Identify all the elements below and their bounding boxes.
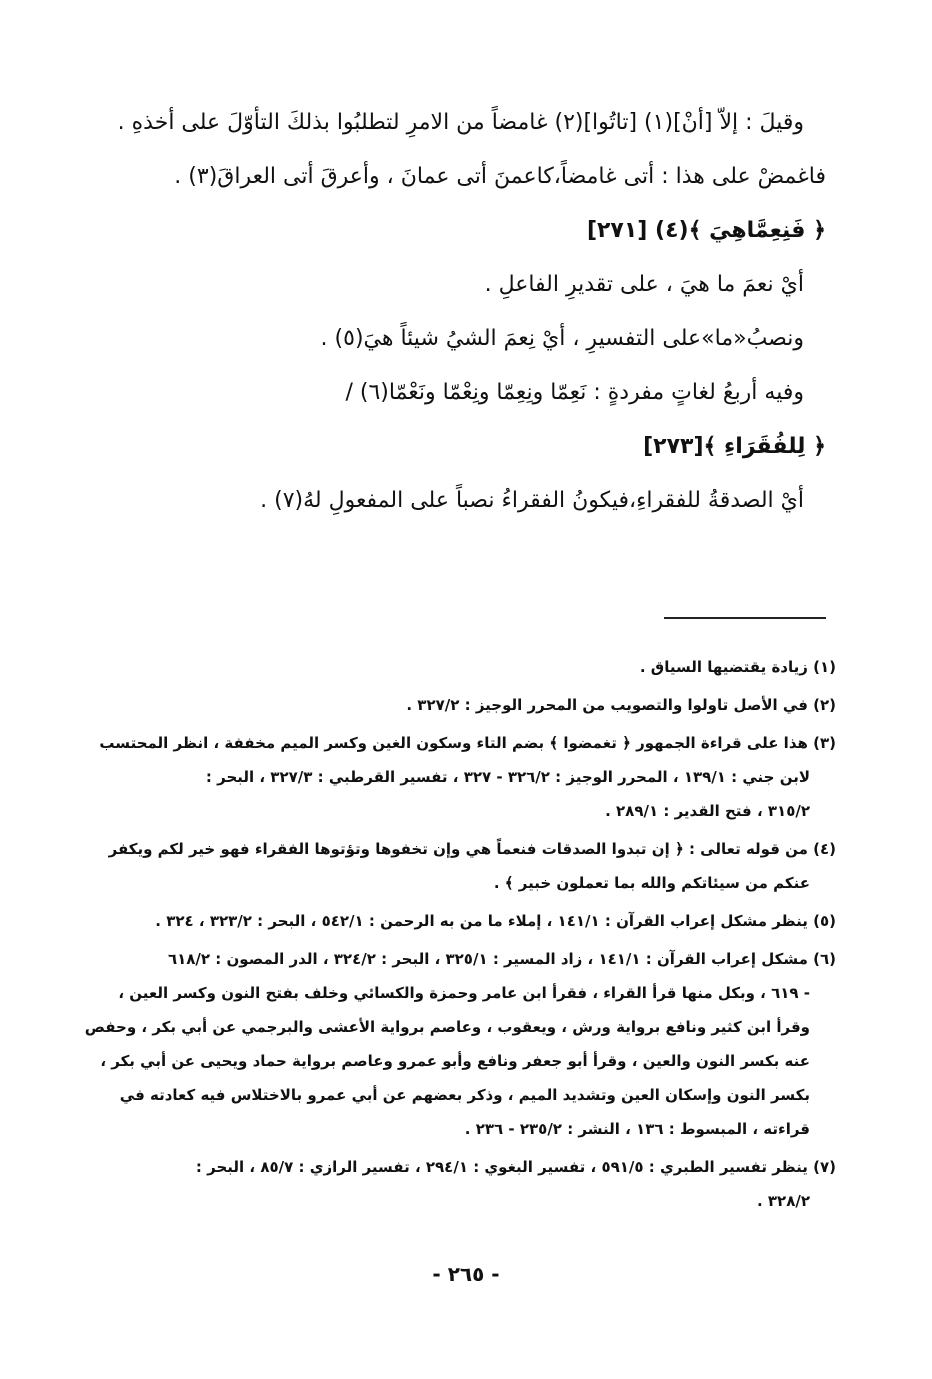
footnote-line: ٣١٥/٢ ، فتح القدير : ٢٨٩/١ . [605,802,810,820]
footnote [84,942,836,1146]
footnotes [84,650,836,1222]
text-line: ونصبُ«ما»على التفسيرِ ، أيْ نِعمَ الشيُ شيئاً هيَ(٥) . [320,326,804,351]
footnote-divider [664,617,826,619]
text-line: أيْ الصدقةُ للفقراءِ،فيكونُ الفقراءُ نصباً على المفعولِ لهُ(٧) . [260,488,804,513]
text-line: أيْ نعمَ ما هيَ ، على تقديرِ الفاعلِ . [484,272,804,297]
page-number: - ٢٦٥ - [432,1262,500,1286]
footnote [120,688,836,722]
footnote-line: عنكم من سيئاتكم والله بما تعملون خبير ﴾ . [493,874,810,892]
text-line: وفيه أربعُ لغاتٍ مفردةٍ : نَعِمّا ونِعِمّا ونِعْمّا ونَعْمّا(٦) / [345,380,804,405]
verse-heading: ﴿ لِلفُقَرَاءِ ﴾[٢٧٣] [643,434,826,459]
footnote [99,726,836,828]
footnote-line: عنه بكسر النون والعين ، وقرأ أبو جعفر ونافع وأبو عمرو وعاصم برواية حماد ويحيى عن أبي بكر ، [100,1052,810,1070]
footnote-line: وقرأ ابن كثير ونافع برواية ورش ، ويعقوب ، وعاصم برواية الأعشى والبرجمي عن أبي بكر ، وحفص [84,1018,810,1036]
footnote [120,650,836,684]
footnote-line: لابن جني : ١٣٩/١ ، المحرر الوجيز : ٣٢٦/٢ - ٣٢٧ ، تفسير القرطبي : ٣٢٧/٣ ، البحر : [205,768,810,786]
footnote-line: (٧) ينظر تفسير الطبري : ٥٩١/٥ ، تفسير البغوي : ٢٩٤/١ ، تفسير الرازي : ٨٥/٧ ، البحر : [195,1158,836,1176]
main-text [108,96,826,528]
text-line: وقيلَ : إلاّ [أنْ](١) [تاتُوا](٢) غامضاً من الامرِ لتطلبُوا بذلكَ التأوّلَ على أخذهِ . [117,110,804,135]
footnote-line: (٦) مشكل إعراب القرآن : ١٤١/١ ، زاد المسير : ٣٢٥/١ ، البحر : ٣٢٤/٢ ، الدر المصون : ٦١٨/٢ [167,950,836,968]
footnote-line: (٣) هذا على قراءة الجمهور ﴿ تغمضوا ﴾ بضم التاء وسكون الغين وكسر الميم مخففة ، انظر المحتسب [99,734,836,752]
footnote-line: (١) زيادة يقتضيها السياق . [639,658,836,676]
footnote-line: ٣٢٨/٢ . [756,1192,810,1210]
text-line: فاغمضْ على هذا : أتى غامضاً،كاعمنَ أتى عمانَ ، وأعرقَ أتى العراقَ(٣) . [174,164,826,189]
footnote-line: (٤) من قوله تعالى : ﴿ إن تبدوا الصدقات فنعماً هي وإن تخفوها وتؤتوها الفقراء فهو خير لكم ويكفر [108,840,836,858]
footnote-line: (٢) في الأصل تاولوا والتصويب من المحرر الوجيز : ٣٢٧/٢ . [406,696,836,714]
footnote-line: بكسر النون وإسكان العين وتشديد الميم ، وذكر بعضهم عن أبي عمرو بالاختلاس فيه كعادته في [119,1086,810,1104]
footnote-line: قراءته ، المبسوط : ١٣٦ ، النشر : ٢٣٥/٢ - ٢٣٦ . [464,1120,810,1138]
verse-heading: ﴿ فَنِعِمَّاهِيَ ﴾(٤) [٢٧١] [586,218,826,243]
footnote-line: (٥) ينظر مشكل إعراب القرآن : ١٤١/١ ، إملاء ما من به الرحمن : ٥٤٢/١ ، البحر : ٣٢٣/٢ ، ٣٢٤ . [155,912,836,930]
footnote [120,1150,836,1218]
footnote-line: - ٦١٩ ، وبكل منها قرأ القراء ، فقرأ ابن عامر وحمزة والكسائي وخلف بفتح النون وكسر العين ، [118,984,810,1002]
footnote [108,832,836,900]
footnote [120,904,836,938]
